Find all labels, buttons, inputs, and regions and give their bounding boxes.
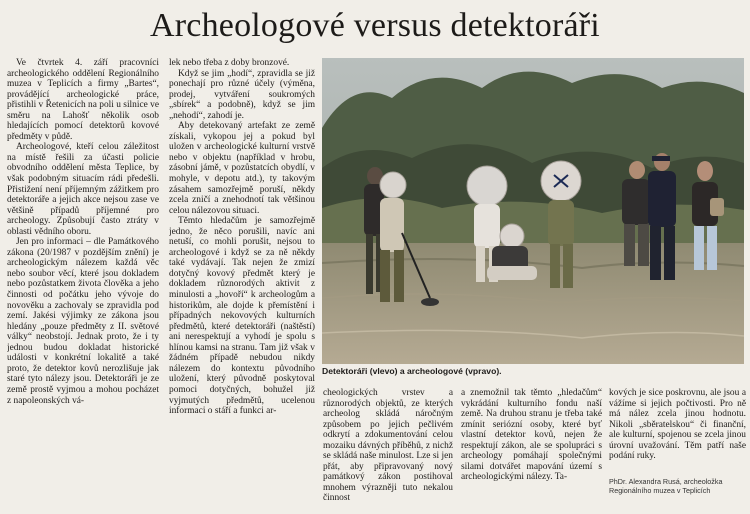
text-column-4 [461,388,602,508]
photo-image [322,58,744,364]
paragraph: Když se jim „hodí“, zpravidla se již ponechají pro různé účely (výměna, prodej, vytváření soukromých „sbírek“ a podobně), když se jim „nehodí“, zahodí je. [169,68,315,121]
paragraph: Těmto hledačům je samozřejmě jedno, že něco porušili, navíc ani netuší, co mohli porušit, nejsou to archeologové i když se za ně někdy také vydávají. Tak nejen že zmizí dotyčný kovový předmět který je dokladem různorodých aktivit z minulosti a „hovoří“ k archeologům a historikům, ale dojde k přemístění i případných nekovových kulturních předmětů, které detektoráři (naštěstí) ani nerespektují a vyhodí je spolu s hlínou kamsi na stranu. Tam již však v žádném případě nebudou nikdy nálezem do kontextu původního uložení, který původně poskytoval pomoci dotyčných, bohužel již vyjmutých předmětů, ucelenou informaci o stáří a funkci ar- [169,216,315,417]
text-column-2 [169,58,315,510]
paragraph: Archeologové, kteří celou záležitost na místě řešili za účasti policie obvodního oddělení města Teplice, by však podobným situacím rádi předešli. Přistižení není příjemným zážitkem pro detektoráře a jejich akce nejsou zase ve většině případů příjemné pro archeology. Způsobují často ztráty v oblasti vědního oboru. [7,142,159,237]
field-photo [322,58,744,364]
paragraph: Ve čtvrtek 4. září pracovníci archeologického oddělení Regionálního muzea v Teplicích a firmy „Bartes“, provádějící archeologické práce, přistihli v Řetenicích na poli u silnice ve směru na Lahošť několik osob hledajících pomocí detektorů kovové předměty v půdě. [7,58,159,142]
paragraph: cheologických vrstev a různorodých objektů, ze kterých archeolog skládá náročným způsobem po jejich pečlivém odkrytí a zdokumentování celou mozaiku dávných příběhů, z nichž se skládá naše minulost. Lze si jen přát, aby připravovaný nový památkový zákon postihoval mnohem výrazněji tuto nekalou činnost [323,388,453,504]
paragraph: lek nebo třeba z doby bronzové. [169,58,290,68]
paragraph: Aby detekovaný artefakt ze země získali, vykopou jej a pokud byl uložen v archeologické kulturní vrstvě nebo v objektu (například v hrobu, zásobní jámě, v pozůstatcích obydlí, v mohyle, v depotu atd.), ty takovým zásahem samozřejmě poruší, někdy zcela zničí a znehodnotí tak většinou celou nálezovou situaci. [169,121,315,216]
text-column-5 [609,388,746,474]
text-column-3 [323,388,453,508]
paragraph: Jen pro informaci – dle Památkového zákona (20/1987 v pozdějším znění) je archeologickým nálezem každá věc nebo soubor věcí, které jsou dokladem nebo pozůstatkem života člověka a jeho činnosti od počátku jeho vývoje do novověku a zachovaly se zpravidla pod zemí. Jakési výjimky ze zákona jsou hledány „pouze předměty z II. světové války“ neobstojí. Jednak proto, že i ty jednou budou dokladat historické události v konkrétní lokalitě a také proto, že detektor kovů nerozlišuje jak staré tyto nálezy jsou. Detektoráři je ze země prostě vyjmou a mohou pocházet z napoleonských vá- [7,237,159,406]
article-title: Archeologové versus detektoráři [150,7,600,44]
paragraph: kových je sice poskrovnu, ale jsou a vážíme si jejich počtivosti. Pro ně má nález zcela jinou hodnotu. Nikoli „sběratelskou“ či finanční, ale kulturní, spojenou se zcela jinou úrovní uvažování. Těm patří naše podání ruky. [609,388,746,462]
paragraph: a znemožnil tak těmto „hledačům“ vykrádání kulturního fondu naší země. Na druhou stranu je třeba také zmínit seriózní osoby, které byť vlastní detektor kovů, nejen že respektují zákon, ale se spolupráci s archeology pomáhají společnými silami dotvářet mapování území s archeologickými nálezy. Ta- [461,388,602,483]
photo-caption: Detektoráři (vlevo) a archeologové (vpravo). [322,366,502,376]
text-column-1 [7,58,159,510]
author-credit: PhDr. Alexandra Rusá, archeoložka Regionálního muzea v Teplicích [609,477,723,495]
